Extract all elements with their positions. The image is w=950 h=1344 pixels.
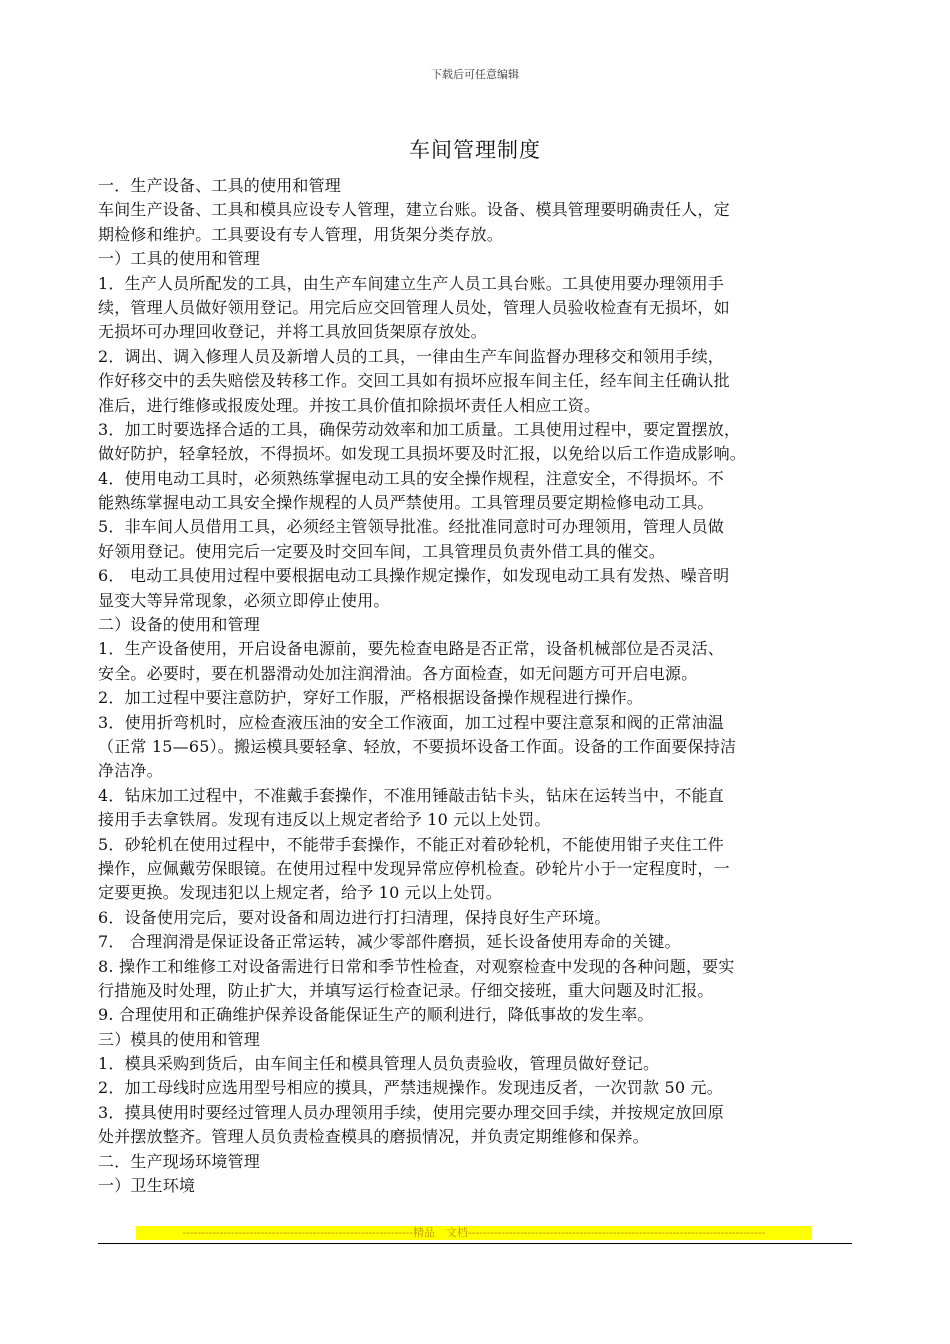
footer-watermark-band: --------------------------------------------------------------精品 文档--------------------------------------------------------------------------------: [136, 1226, 812, 1240]
document-body: [98, 174, 856, 1198]
body-text-line: （正常 15—65）。搬运模具要轻拿、轻放，不要损坏设备工作面。设备的工作面要保持洁: [98, 736, 737, 756]
body-text-line: 2．加工母线时应选用型号相应的摸具，严禁违规操作。发现违反者，一次罚款 50 元。: [98, 1078, 723, 1098]
body-text-line: 4．钻床加工过程中，不准戴手套操作，不准用锤敲击钻卡头，钻床在运转当中，不能直: [98, 785, 724, 805]
body-text-line: 9. 合理使用和正确维护保养设备能保证生产的顺利进行，降低事故的发生率。: [98, 1005, 654, 1025]
body-text-line: 三）模具的使用和管理: [98, 1029, 261, 1049]
body-text-line: 续，管理人员做好领用登记。用完后应交回管理人员处，管理人员验收检查有无损坏，如: [98, 297, 730, 317]
body-text-line: 接用手去拿铁屑。发现有违反以上规定者给予 10 元以上处罚。: [98, 810, 551, 830]
body-text-line: 操作，应佩戴劳保眼镜。在使用过程中发现异常应停机检查。砂轮片小于一定程度时，一: [98, 858, 730, 878]
body-text-line: 二）设备的使用和管理: [98, 615, 261, 635]
body-text-line: 行措施及时处理，防止扩大，并填写运行检查记录。仔细交接班，重大问题及时汇报。: [98, 980, 714, 1000]
document-title: 车间管理制度: [409, 138, 541, 162]
body-text-line: 一）工具的使用和管理: [98, 249, 261, 269]
body-text-line: 8. 操作工和维修工对设备需进行日常和季节性检查，对观察检查中发现的各种问题，要实: [98, 956, 735, 976]
body-text-line: 无损坏可办理回收登记，并将工具放回货架原存放处。: [98, 322, 487, 342]
page-header-note: 下载后可任意编辑: [431, 68, 519, 81]
body-text-line: 7． 合理润滑是保证设备正常运转，减少零部件磨损，延长设备使用寿命的关键。: [98, 932, 681, 952]
body-text-line: 1．生产人员所配发的工具，由生产车间建立生产人员工具台账。工具使用要办理领用手: [98, 273, 724, 293]
body-text-line: 1．模具采购到货后，由车间主任和模具管理人员负责验收，管理员做好登记。: [98, 1054, 660, 1074]
body-text-line: 安全。必要时，要在机器滑动处加注润滑油。各方面检查，如无问题方可开启电源。: [98, 663, 698, 683]
body-text-line: 作好移交中的丢失赔偿及转移工作。交回工具如有损坏应报车间主任，经车间主任确认批: [98, 371, 730, 391]
body-text-line: 1．生产设备使用，开启设备电源前，要先检查电路是否正常，设备机械部位是否灵活、: [98, 639, 724, 659]
body-text-line: 3．加工时要选择合适的工具，确保劳动效率和加工质量。工具使用过程中，要定置摆放，: [98, 419, 741, 439]
body-text-line: 3．摸具使用时要经过管理人员办理领用手续，使用完要办理交回手续，并按规定放回原: [98, 1102, 724, 1122]
body-text-line: 4．使用电动工具时，必须熟练掌握电动工具的安全操作规程，注意安全，不得损坏。不: [98, 468, 724, 488]
body-text-line: 2．调出、调入修理人员及新增人员的工具，一律由生产车间监督办理移交和领用手续，: [98, 346, 724, 366]
body-text-line: 能熟练掌握电动工具安全操作规程的人员严禁使用。工具管理员要定期检修电动工具。: [98, 493, 714, 513]
body-text-line: 做好防护，轻拿轻放，不得损坏。如发现工具损坏要及时汇报，以免给以后工作造成影响。: [98, 444, 747, 464]
footer-divider: [98, 1243, 852, 1244]
body-text-line: 车间生产设备、工具和模具应设专人管理，建立台账。设备、模具管理要明确责任人，定: [98, 200, 730, 220]
body-text-line: 定要更换。发现违犯以上规定者，给予 10 元以上处罚。: [98, 883, 502, 903]
body-text-line: 显变大等异常现象，必须立即停止使用。: [98, 590, 390, 610]
body-text-line: 期检修和维护。工具要设有专人管理，用货架分类存放。: [98, 224, 504, 244]
body-text-line: 2．加工过程中要注意防护，穿好工作服，严格根据设备操作规程进行操作。: [98, 688, 643, 708]
body-text-line: 3．使用折弯机时，应检查液压油的安全工作液面，加工过程中要注意泵和阀的正常油温: [98, 712, 724, 732]
body-text-line: 6．设备使用完后，要对设备和周边进行打扫清理，保持良好生产环境。: [98, 907, 611, 927]
body-text-line: 处并摆放整齐。管理人员负责检查模具的磨损情况，并负责定期维修和保养。: [98, 1127, 649, 1147]
body-text-line: 一）卫生环境: [98, 1176, 196, 1196]
body-text-line: 一．生产设备、工具的使用和管理: [98, 176, 342, 195]
body-text-line: 二．生产现场环境管理: [98, 1151, 261, 1171]
body-text-line: 净洁净。: [98, 761, 163, 781]
body-text-line: 5．非车间人员借用工具，必须经主管领导批准。经批准同意时可办理领用，管理人员做: [98, 517, 724, 537]
body-text-line: 5．砂轮机在使用过程中，不能带手套操作，不能正对着砂轮机，不能使用钳子夹住工件: [98, 834, 724, 854]
body-text-line: 准后，进行维修或报废处理。并按工具价值扣除损坏责任人相应工资。: [98, 395, 601, 415]
body-text-line: 好领用登记。使用完后一定要及时交回车间，工具管理员负责外借工具的催交。: [98, 541, 666, 561]
body-text-line: 6． 电动工具使用过程中要根据电动工具操作规定操作，如发现电动工具有发热、噪音明: [98, 566, 730, 586]
